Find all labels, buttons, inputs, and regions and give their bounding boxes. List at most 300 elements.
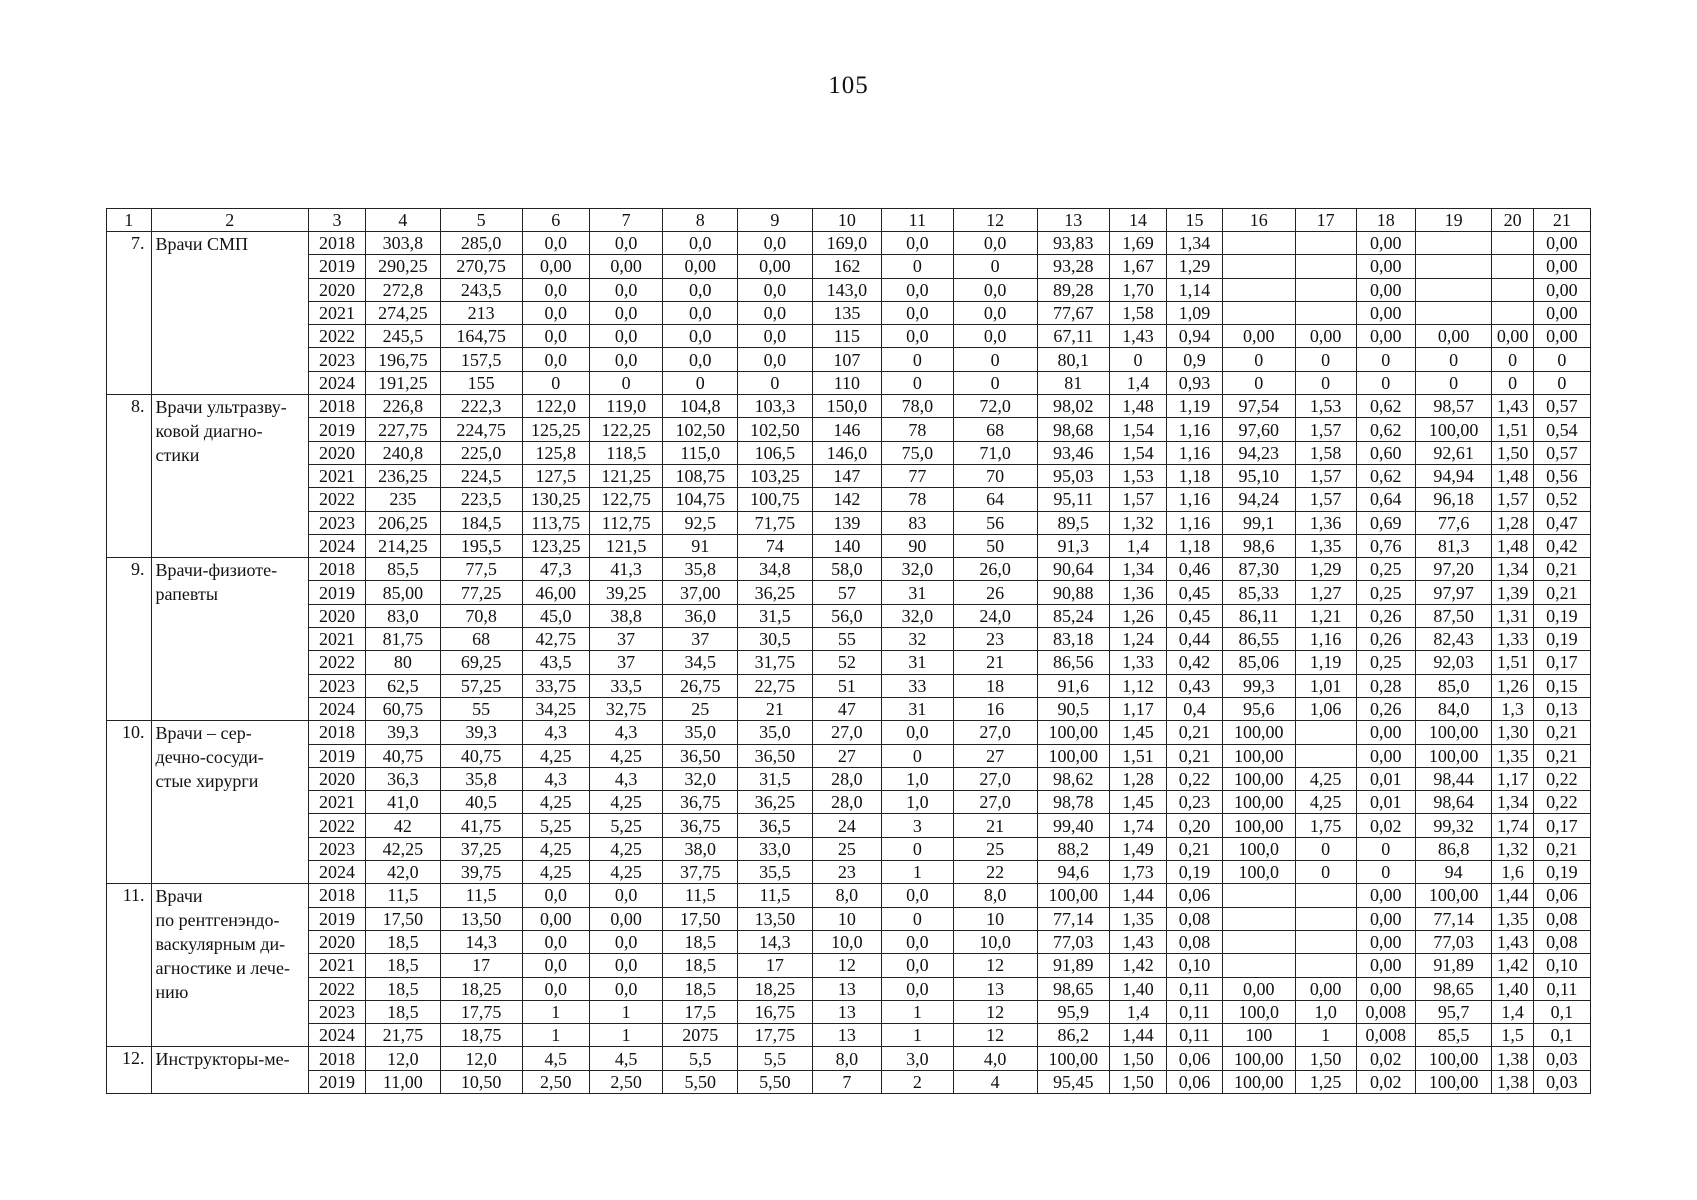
value-cell: 0,00 [663, 255, 738, 278]
value-cell: 95,11 [1037, 488, 1110, 511]
value-cell: 1,30 [1492, 721, 1533, 744]
value-cell: 1,51 [1492, 651, 1533, 674]
value-cell [1295, 278, 1356, 301]
value-cell: 0,0 [738, 278, 813, 301]
value-cell: 0,0 [882, 325, 954, 348]
value-cell: 27,0 [953, 767, 1037, 790]
value-cell: 0 [522, 371, 589, 394]
year-cell: 2020 [309, 278, 366, 301]
value-cell: 81 [1037, 371, 1110, 394]
value-cell: 1,45 [1110, 791, 1167, 814]
column-header: 9 [738, 209, 813, 232]
value-cell: 1,16 [1167, 418, 1223, 441]
page-number: 105 [828, 72, 869, 99]
value-cell: 17,75 [440, 1000, 522, 1023]
value-cell: 0,47 [1533, 511, 1590, 534]
value-cell: 0,25 [1356, 558, 1415, 581]
value-cell: 18 [953, 674, 1037, 697]
value-cell: 1,17 [1492, 767, 1533, 790]
year-cell: 2019 [309, 581, 366, 604]
table-row [107, 674, 1591, 697]
value-cell: 108,75 [663, 464, 738, 487]
value-cell: 41,0 [366, 791, 441, 814]
value-cell: 24 [812, 814, 881, 837]
value-cell: 100,00 [1223, 1047, 1296, 1070]
value-cell: 274,25 [366, 301, 441, 324]
value-cell: 21,75 [366, 1024, 441, 1047]
value-cell: 100,75 [738, 488, 813, 511]
value-cell: 0,20 [1167, 814, 1223, 837]
value-cell [1492, 278, 1533, 301]
column-header: 13 [1037, 209, 1110, 232]
year-cell: 2023 [309, 837, 366, 860]
value-cell: 240,8 [366, 441, 441, 464]
value-cell: 90,64 [1037, 558, 1110, 581]
value-cell: 0,00 [1295, 325, 1356, 348]
value-cell: 0,03 [1533, 1070, 1590, 1093]
value-cell: 12 [953, 954, 1037, 977]
value-cell: 24,0 [953, 604, 1037, 627]
value-cell: 0,0 [882, 232, 954, 255]
value-cell: 5,5 [738, 1047, 813, 1070]
value-cell: 56,0 [812, 604, 881, 627]
value-cell: 77,14 [1037, 907, 1110, 930]
value-cell: 33,0 [738, 837, 813, 860]
value-cell: 0,00 [1223, 977, 1296, 1000]
value-cell: 115,0 [663, 441, 738, 464]
value-cell: 1,16 [1295, 628, 1356, 651]
value-cell: 222,3 [440, 395, 522, 418]
value-cell: 118,5 [589, 441, 663, 464]
year-cell: 2024 [309, 371, 366, 394]
value-cell: 13 [812, 1024, 881, 1047]
year-cell: 2020 [309, 604, 366, 627]
value-cell: 0,0 [589, 930, 663, 953]
year-cell: 2019 [309, 418, 366, 441]
value-cell: 0,0 [589, 884, 663, 907]
value-cell: 18,5 [663, 954, 738, 977]
value-cell: 23 [953, 628, 1037, 651]
value-cell: 1,24 [1110, 628, 1167, 651]
value-cell: 1,31 [1492, 604, 1533, 627]
value-cell: 1,34 [1492, 791, 1533, 814]
value-cell: 1 [522, 1000, 589, 1023]
value-cell: 85,5 [1415, 1024, 1492, 1047]
value-cell: 25 [663, 697, 738, 720]
value-cell: 0,0 [882, 884, 954, 907]
value-cell [1415, 301, 1492, 324]
value-cell: 4,3 [522, 721, 589, 744]
table-row [107, 907, 1591, 930]
value-cell: 27,0 [953, 791, 1037, 814]
value-cell: 36,25 [738, 581, 813, 604]
value-cell: 0,4 [1167, 697, 1223, 720]
value-cell: 146,0 [812, 441, 881, 464]
column-header: 15 [1167, 209, 1223, 232]
table-row [107, 371, 1591, 394]
table-row [107, 348, 1591, 371]
specialty-name: Инструкторы-ме- [151, 1047, 309, 1094]
value-cell: 18,5 [366, 977, 441, 1000]
value-cell: 100,00 [1415, 1047, 1492, 1070]
value-cell: 25 [812, 837, 881, 860]
value-cell: 119,0 [589, 395, 663, 418]
value-cell: 0 [1295, 348, 1356, 371]
value-cell: 95,6 [1223, 697, 1296, 720]
value-cell: 22,75 [738, 674, 813, 697]
value-cell: 0,21 [1533, 837, 1590, 860]
value-cell: 115 [812, 325, 881, 348]
value-cell: 17 [440, 954, 522, 977]
value-cell: 86,55 [1223, 628, 1296, 651]
value-cell: 87,30 [1223, 558, 1296, 581]
value-cell: 32,75 [589, 697, 663, 720]
value-cell: 97,60 [1223, 418, 1296, 441]
value-cell: 0,62 [1356, 418, 1415, 441]
value-cell: 92,5 [663, 511, 738, 534]
row-number: 9. [107, 558, 152, 721]
value-cell: 0,06 [1167, 1070, 1223, 1093]
value-cell: 0,10 [1167, 954, 1223, 977]
value-cell: 195,5 [440, 534, 522, 557]
value-cell [1415, 278, 1492, 301]
table-row [107, 977, 1591, 1000]
specialty-name: Врачи ультразву- ковой диагно- стики [151, 395, 309, 558]
value-cell: 98,68 [1037, 418, 1110, 441]
value-cell: 85,00 [366, 581, 441, 604]
value-cell: 30,5 [738, 628, 813, 651]
table-row [107, 558, 1591, 581]
value-cell: 95,9 [1037, 1000, 1110, 1023]
value-cell: 0,0 [522, 884, 589, 907]
staffing-table [106, 208, 1591, 1094]
value-cell: 1,43 [1492, 395, 1533, 418]
value-cell: 10 [953, 907, 1037, 930]
value-cell: 0,00 [589, 255, 663, 278]
year-cell: 2018 [309, 1047, 366, 1070]
column-header: 11 [882, 209, 954, 232]
value-cell: 1,35 [1492, 907, 1533, 930]
value-cell: 1,17 [1110, 697, 1167, 720]
value-cell: 0,0 [522, 930, 589, 953]
value-cell: 0,42 [1533, 534, 1590, 557]
value-cell: 4,25 [522, 744, 589, 767]
value-cell: 245,5 [366, 325, 441, 348]
value-cell: 1,14 [1167, 278, 1223, 301]
value-cell: 1,74 [1492, 814, 1533, 837]
value-cell: 1,43 [1110, 325, 1167, 348]
value-cell: 33,75 [522, 674, 589, 697]
value-cell: 77,14 [1415, 907, 1492, 930]
value-cell: 285,0 [440, 232, 522, 255]
value-cell: 18,5 [366, 954, 441, 977]
value-cell: 40,75 [440, 744, 522, 767]
header-row [107, 209, 1591, 232]
value-cell: 0 [882, 837, 954, 860]
value-cell: 0,11 [1167, 1000, 1223, 1023]
value-cell: 1,40 [1492, 977, 1533, 1000]
value-cell: 0,0 [589, 278, 663, 301]
value-cell: 39,3 [440, 721, 522, 744]
value-cell: 78 [882, 488, 954, 511]
value-cell: 100,00 [1223, 721, 1296, 744]
column-header: 12 [953, 209, 1037, 232]
value-cell: 37,00 [663, 581, 738, 604]
value-cell: 0,0 [663, 232, 738, 255]
value-cell: 1,21 [1295, 604, 1356, 627]
value-cell: 0,9 [1167, 348, 1223, 371]
value-cell: 27 [953, 744, 1037, 767]
value-cell: 226,8 [366, 395, 441, 418]
value-cell: 71,0 [953, 441, 1037, 464]
value-cell: 125,8 [522, 441, 589, 464]
value-cell: 103,25 [738, 464, 813, 487]
value-cell: 1,50 [1492, 441, 1533, 464]
value-cell: 0 [1295, 837, 1356, 860]
value-cell: 82,43 [1415, 628, 1492, 651]
value-cell: 112,75 [589, 511, 663, 534]
value-cell: 1,50 [1110, 1047, 1167, 1070]
value-cell: 113,75 [522, 511, 589, 534]
value-cell: 36,0 [663, 604, 738, 627]
value-cell: 78,0 [882, 395, 954, 418]
value-cell: 37 [589, 628, 663, 651]
column-header: 2 [151, 209, 309, 232]
value-cell: 227,75 [366, 418, 441, 441]
value-cell: 5,25 [522, 814, 589, 837]
value-cell: 123,25 [522, 534, 589, 557]
table-row [107, 767, 1591, 790]
value-cell: 98,78 [1037, 791, 1110, 814]
value-cell: 236,25 [366, 464, 441, 487]
value-cell: 85,33 [1223, 581, 1296, 604]
value-cell: 0,02 [1356, 1070, 1415, 1093]
value-cell: 14,3 [738, 930, 813, 953]
value-cell [1295, 930, 1356, 953]
value-cell: 67,11 [1037, 325, 1110, 348]
value-cell: 1,38 [1492, 1047, 1533, 1070]
column-header: 6 [522, 209, 589, 232]
value-cell [1295, 744, 1356, 767]
specialty-name: Врачи СМП [151, 232, 309, 395]
table-row [107, 1024, 1591, 1047]
value-cell: 74 [738, 534, 813, 557]
value-cell: 0 [1356, 837, 1415, 860]
column-header: 14 [1110, 209, 1167, 232]
value-cell: 0,00 [1223, 325, 1296, 348]
value-cell: 169,0 [812, 232, 881, 255]
value-cell: 97,20 [1415, 558, 1492, 581]
value-cell: 98,65 [1037, 977, 1110, 1000]
value-cell: 41,75 [440, 814, 522, 837]
value-cell: 98,64 [1415, 791, 1492, 814]
value-cell: 0,57 [1533, 395, 1590, 418]
value-cell: 43,5 [522, 651, 589, 674]
value-cell: 100 [1223, 1024, 1296, 1047]
value-cell: 214,25 [366, 534, 441, 557]
value-cell: 13 [812, 1000, 881, 1023]
value-cell: 146 [812, 418, 881, 441]
value-cell: 0,21 [1167, 721, 1223, 744]
value-cell: 1,33 [1110, 651, 1167, 674]
value-cell: 85,24 [1037, 604, 1110, 627]
value-cell: 0,00 [1533, 232, 1590, 255]
value-cell: 0,0 [522, 232, 589, 255]
value-cell: 0,0 [738, 348, 813, 371]
value-cell: 0,02 [1356, 814, 1415, 837]
value-cell: 38,0 [663, 837, 738, 860]
value-cell: 1,36 [1295, 511, 1356, 534]
value-cell: 0,19 [1533, 604, 1590, 627]
value-cell: 5,50 [738, 1070, 813, 1093]
value-cell: 272,8 [366, 278, 441, 301]
value-cell: 303,8 [366, 232, 441, 255]
value-cell: 70,8 [440, 604, 522, 627]
value-cell: 69,25 [440, 651, 522, 674]
value-cell: 0,08 [1167, 907, 1223, 930]
value-cell [1223, 301, 1296, 324]
value-cell: 99,40 [1037, 814, 1110, 837]
value-cell: 37,75 [663, 861, 738, 884]
value-cell: 0,60 [1356, 441, 1415, 464]
value-cell: 0,21 [1533, 581, 1590, 604]
value-cell: 0,0 [522, 301, 589, 324]
value-cell: 100,00 [1223, 767, 1296, 790]
value-cell: 2075 [663, 1024, 738, 1047]
value-cell: 50 [953, 534, 1037, 557]
value-cell: 100,00 [1415, 884, 1492, 907]
value-cell: 100,0 [1223, 861, 1296, 884]
value-cell: 4,25 [1295, 791, 1356, 814]
value-cell: 81,3 [1415, 534, 1492, 557]
value-cell: 8,0 [812, 884, 881, 907]
value-cell: 77,03 [1415, 930, 1492, 953]
value-cell: 121,25 [589, 464, 663, 487]
value-cell: 80,1 [1037, 348, 1110, 371]
value-cell: 110 [812, 371, 881, 394]
value-cell: 0,43 [1167, 674, 1223, 697]
value-cell: 98,65 [1415, 977, 1492, 1000]
value-cell: 85,0 [1415, 674, 1492, 697]
value-cell: 0,21 [1167, 744, 1223, 767]
value-cell: 0,0 [589, 232, 663, 255]
value-cell: 83,18 [1037, 628, 1110, 651]
value-cell: 0,11 [1167, 1024, 1223, 1047]
value-cell: 0,00 [1533, 301, 1590, 324]
value-cell: 1,70 [1110, 278, 1167, 301]
value-cell: 0 [882, 907, 954, 930]
value-cell: 4,5 [589, 1047, 663, 1070]
column-header: 10 [812, 209, 881, 232]
value-cell: 206,25 [366, 511, 441, 534]
value-cell: 84,0 [1415, 697, 1492, 720]
value-cell: 0 [1492, 371, 1533, 394]
value-cell: 1,12 [1110, 674, 1167, 697]
value-cell: 0,00 [1415, 325, 1492, 348]
value-cell: 1,34 [1110, 558, 1167, 581]
value-cell: 89,5 [1037, 511, 1110, 534]
value-cell: 41,3 [589, 558, 663, 581]
column-header: 16 [1223, 209, 1296, 232]
value-cell: 1,06 [1295, 697, 1356, 720]
value-cell: 94,6 [1037, 861, 1110, 884]
table-row [107, 814, 1591, 837]
value-cell: 21 [953, 814, 1037, 837]
value-cell: 1,34 [1167, 232, 1223, 255]
value-cell: 0 [1356, 861, 1415, 884]
value-cell: 100,0 [1223, 1000, 1296, 1023]
value-cell: 0,17 [1533, 814, 1590, 837]
value-cell: 0,03 [1533, 1047, 1590, 1070]
value-cell: 100,00 [1223, 814, 1296, 837]
value-cell: 98,62 [1037, 767, 1110, 790]
value-cell: 0,0 [522, 954, 589, 977]
value-cell: 17,50 [366, 907, 441, 930]
value-cell: 0,0 [882, 977, 954, 1000]
column-header: 21 [1533, 209, 1590, 232]
year-cell: 2021 [309, 791, 366, 814]
value-cell: 1,33 [1492, 628, 1533, 651]
value-cell: 0,45 [1167, 604, 1223, 627]
value-cell: 142 [812, 488, 881, 511]
value-cell: 0,0 [589, 301, 663, 324]
value-cell: 0,00 [1356, 907, 1415, 930]
value-cell: 1,35 [1295, 534, 1356, 557]
value-cell: 86,8 [1415, 837, 1492, 860]
row-number: 7. [107, 232, 152, 395]
value-cell: 0,44 [1167, 628, 1223, 651]
column-header: 7 [589, 209, 663, 232]
value-cell: 1,32 [1492, 837, 1533, 860]
table-row [107, 861, 1591, 884]
value-cell: 224,5 [440, 464, 522, 487]
value-cell: 91,3 [1037, 534, 1110, 557]
year-cell: 2023 [309, 348, 366, 371]
value-cell: 1,5 [1492, 1024, 1533, 1047]
value-cell [1295, 884, 1356, 907]
value-cell: 83 [882, 511, 954, 534]
value-cell: 0,13 [1533, 697, 1590, 720]
table-row [107, 232, 1591, 255]
value-cell: 17,50 [663, 907, 738, 930]
value-cell: 0,0 [882, 278, 954, 301]
value-cell: 4,25 [589, 861, 663, 884]
value-cell: 1,01 [1295, 674, 1356, 697]
year-cell: 2022 [309, 488, 366, 511]
value-cell: 36,5 [738, 814, 813, 837]
value-cell: 52 [812, 651, 881, 674]
value-cell: 0 [1223, 348, 1296, 371]
value-cell: 100,00 [1037, 884, 1110, 907]
value-cell: 28,0 [812, 791, 881, 814]
value-cell: 0,21 [1533, 744, 1590, 767]
value-cell: 42,25 [366, 837, 441, 860]
value-cell: 191,25 [366, 371, 441, 394]
value-cell: 72,0 [953, 395, 1037, 418]
table-row [107, 395, 1591, 418]
value-cell: 1 [882, 1000, 954, 1023]
value-cell: 0,57 [1533, 441, 1590, 464]
value-cell: 0,19 [1533, 861, 1590, 884]
value-cell: 135 [812, 301, 881, 324]
value-cell: 95,10 [1223, 464, 1296, 487]
value-cell: 11,5 [738, 884, 813, 907]
value-cell: 46,00 [522, 581, 589, 604]
year-cell: 2023 [309, 511, 366, 534]
value-cell: 4,25 [589, 837, 663, 860]
value-cell: 0,00 [1356, 954, 1415, 977]
value-cell: 0,00 [1356, 301, 1415, 324]
